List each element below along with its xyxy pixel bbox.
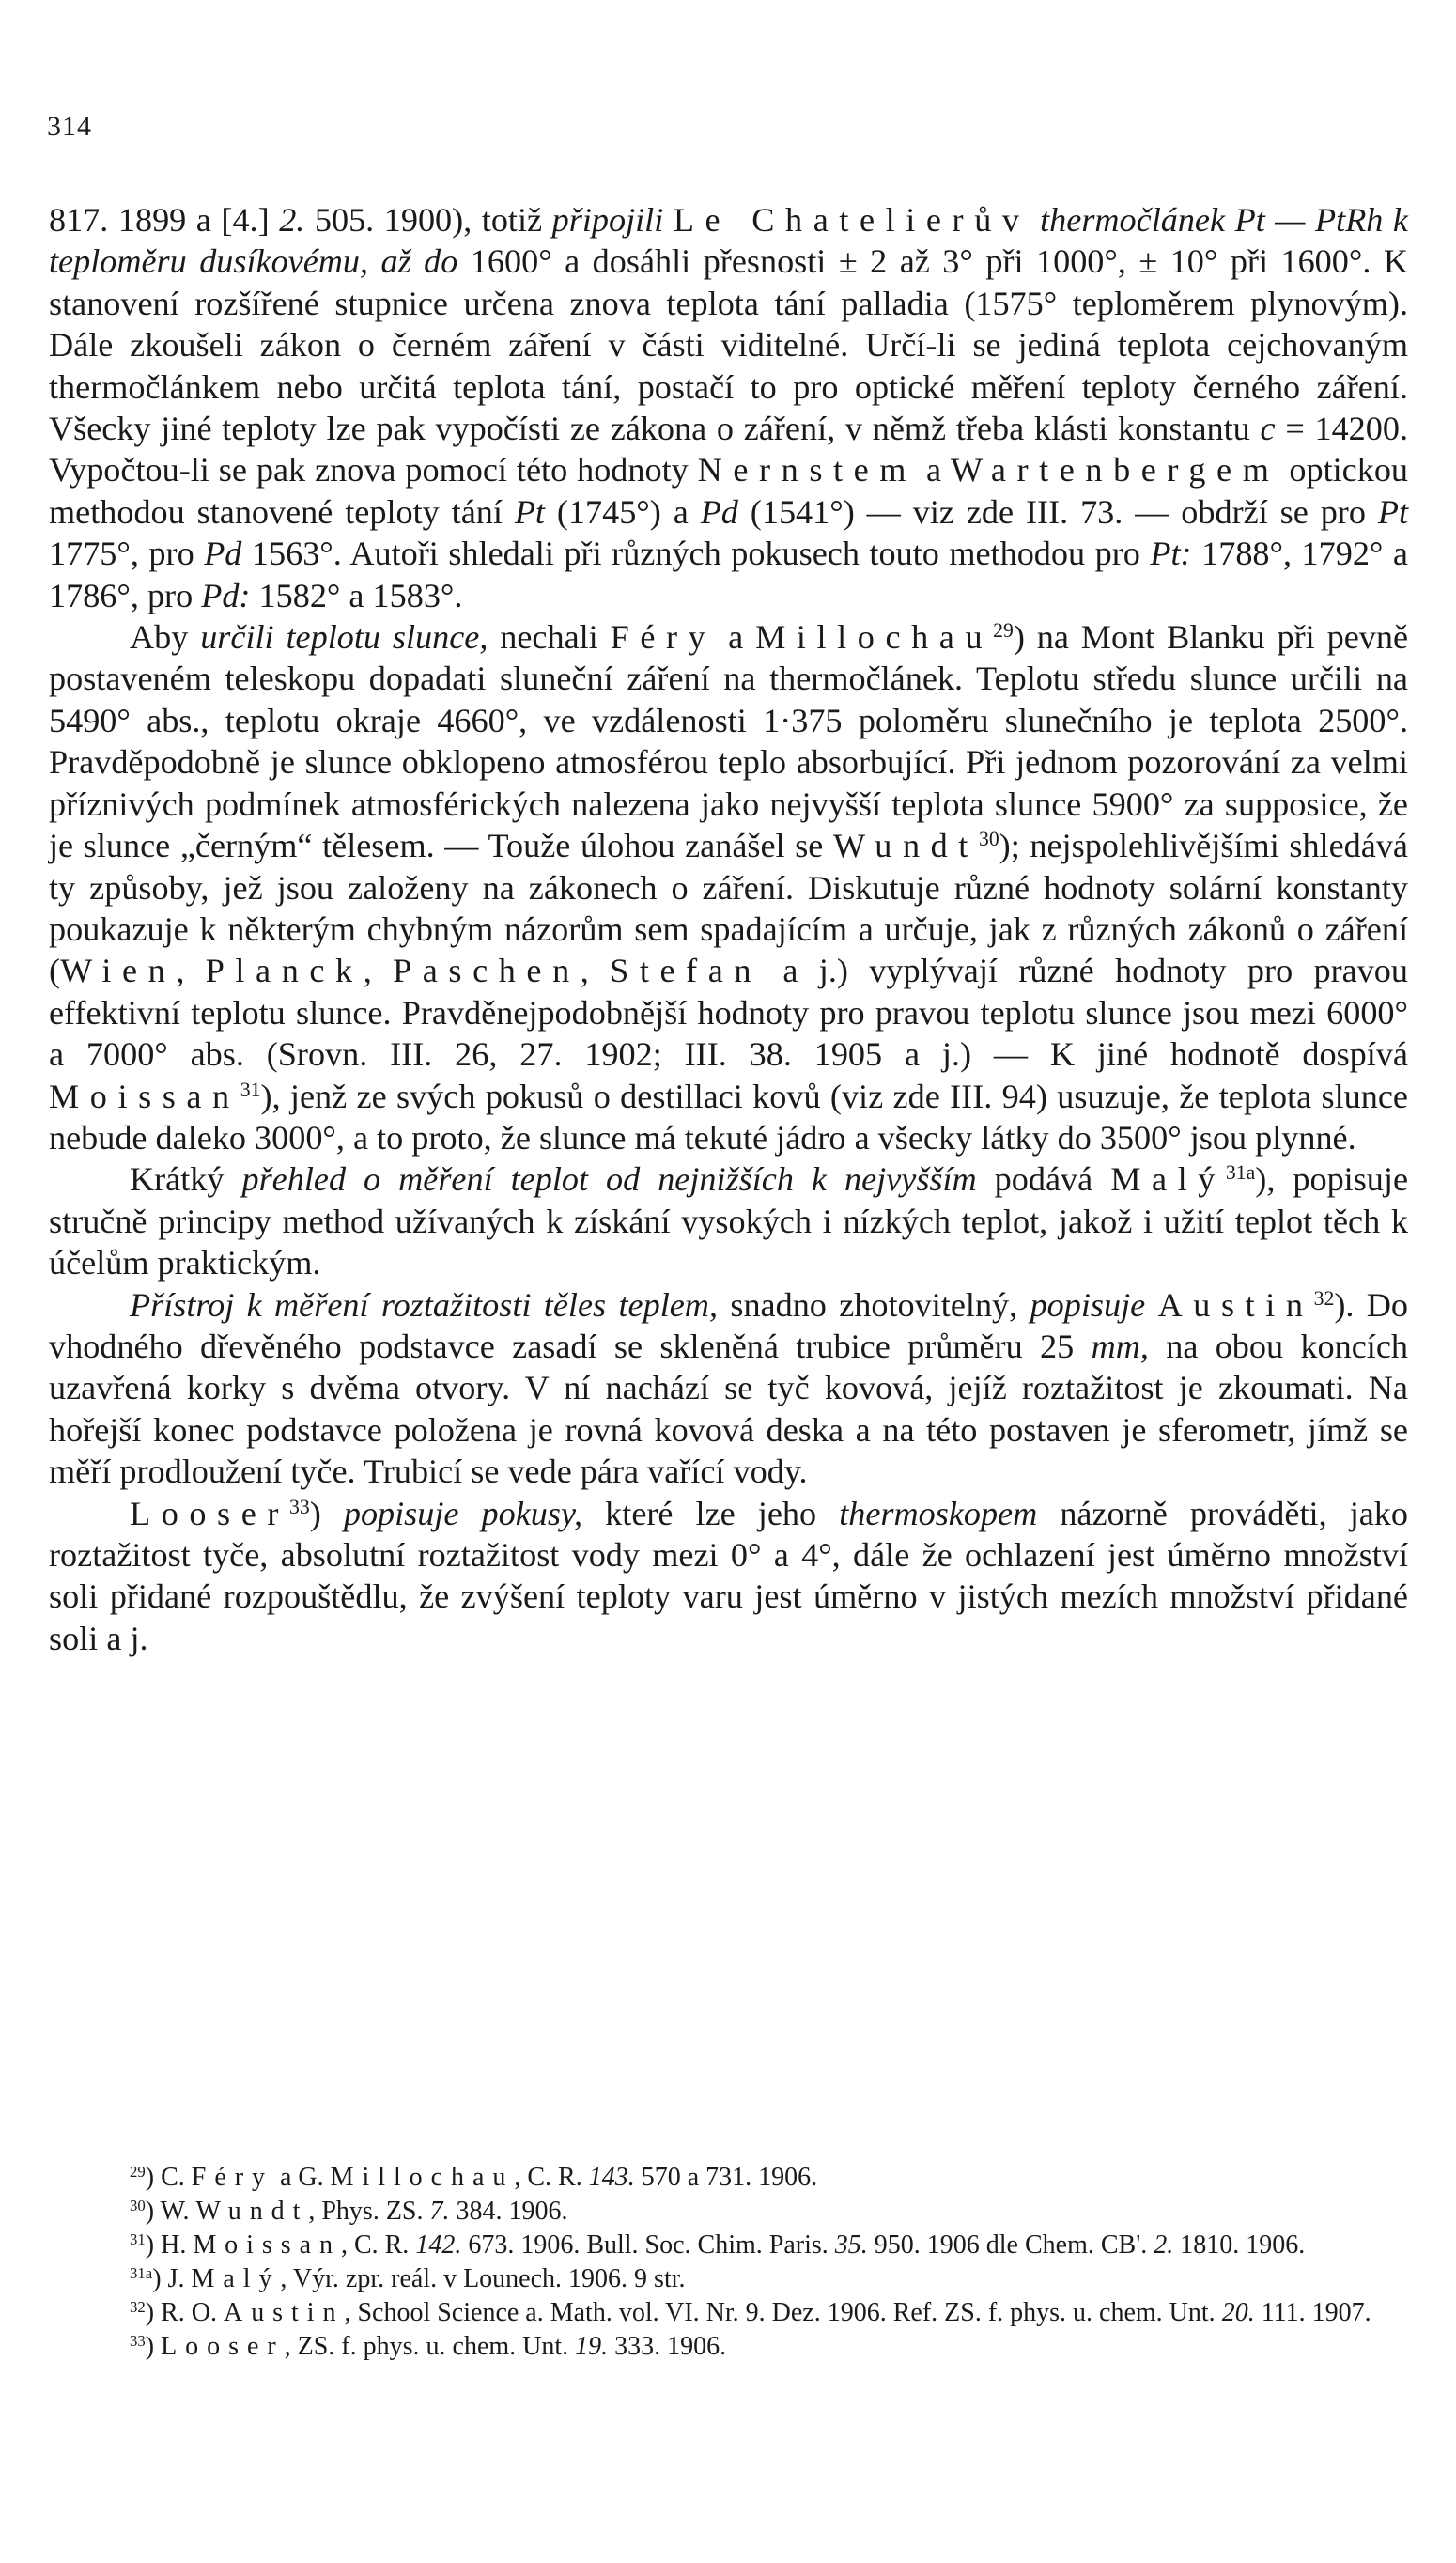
- italic-text: připojili: [551, 201, 664, 239]
- spaced-name: Austin: [224, 2298, 345, 2327]
- text-run: ) W.: [145, 2197, 196, 2226]
- text-run: 570 a 731. 1906.: [634, 2163, 818, 2192]
- text-run: (1541°) — viz zde III. 73. — obdrží se pro: [737, 492, 1378, 531]
- text-run: ) C.: [145, 2163, 192, 2192]
- text-run: ): [309, 1494, 344, 1532]
- paragraph: [49, 199, 1408, 616]
- italic-text: Přístroj k měření roztažitosti těles teplem,: [130, 1285, 718, 1324]
- text-run: , C. R.: [340, 2230, 416, 2260]
- text-run: optickou methodou stanovené teploty tání: [49, 451, 1409, 531]
- italic-text: Pt: [514, 492, 545, 531]
- text-run: 333. 1906.: [608, 2332, 727, 2361]
- italic-text: Pd: [204, 535, 242, 573]
- spaced-name: Wundt: [832, 827, 979, 865]
- spaced-name: Austin: [1157, 1285, 1314, 1324]
- spaced-name: Le Chatelierův: [673, 201, 1030, 239]
- text-run: názorně prováděti, jako roztažitost tyče, absolutní roztažitost vody mezi 0° a 4°, dále že ochlazení jest úměrno množství soli přidané rozpouštědlu, že zvýšení teploty varu jest úměrno v jistých mezích množství přidané soli a j.: [49, 1494, 1408, 1657]
- text-run: ). Do vhodného dřevěného podstavce zasadí se skleněná trubice průměru 25: [49, 1285, 1409, 1365]
- page-number: 314: [47, 111, 92, 142]
- text-run: , School Science a. Math. vol. VI. Nr. 9. Dez. 1906. Ref. ZS. f. phys. u. chem. Unt.: [344, 2298, 1222, 2327]
- text-run: , ZS. f. phys. u. chem. Unt.: [284, 2332, 576, 2361]
- spaced-name: Wartenbergem: [950, 451, 1280, 489]
- text-run: 1788°, 1792° a 1786°, pro: [49, 535, 1408, 614]
- text-run: [1145, 1286, 1157, 1324]
- text-run: [663, 201, 674, 239]
- italic-text: 143.: [588, 2163, 635, 2192]
- spaced-name: Stefan: [610, 952, 763, 990]
- text-run: nechali: [488, 618, 611, 657]
- text-run: Krátký: [130, 1160, 242, 1199]
- text-run: , C. R.: [514, 2163, 589, 2192]
- text-run: 950. 1906 dle Chem. CB'.: [867, 2230, 1154, 2260]
- footnote-ref: 31: [130, 2229, 146, 2248]
- text-run: 673. 1906. Bull. Soc. Chim. Paris.: [461, 2230, 835, 2260]
- footnote: [49, 2195, 1408, 2229]
- spaced-name: Malý: [1110, 1160, 1226, 1199]
- text-run: ): [145, 2332, 162, 2361]
- spaced-name: Looser: [130, 1494, 289, 1532]
- text-run: [1030, 201, 1041, 239]
- text-run: 1775°, pro: [49, 535, 205, 573]
- text-run: Aby: [130, 618, 201, 657]
- spaced-name: Malý: [191, 2264, 281, 2293]
- italic-text: mm,: [1091, 1327, 1149, 1365]
- text-run: , Výr. zpr. reál. v Lounech. 1906. 9 str.: [280, 2264, 686, 2293]
- footnote-ref: 29: [993, 619, 1014, 643]
- italic-text: popisuje pokusy,: [343, 1494, 583, 1532]
- footnote: [49, 2296, 1408, 2330]
- italic-text: 2.: [1154, 2230, 1174, 2260]
- footnote: [49, 2161, 1408, 2195]
- italic-text: thermoskopem: [839, 1494, 1038, 1532]
- text-run: a G.: [272, 2163, 331, 2192]
- footnote-ref: 33: [130, 2331, 146, 2350]
- italic-text: 20.: [1221, 2298, 1255, 2327]
- text-run: ) na Mont Blanku při pevně postaveném teleskopu dopadati sluneční záření na thermočlánek. Teplotu středu slunce určili na 5490° abs., teplotu okraje 4660°, ve vzdálenosti 1·375 poloměru slunečního je teplota 2500°. Pravděpodobně je slunce obklopeno atmosférou teplo absorbující. Při jednom pozorování za velmi příznivých podmínek atmosférických nalezena jako nejvyšší teplota slunce 5900° za supposice, že je slunce „černým“ tělesem. — Touže úlohou zanášel se: [49, 618, 1409, 865]
- italic-text: Pt:: [1150, 535, 1192, 573]
- spaced-name: Paschen: [393, 952, 581, 990]
- text-run: 1600° a dosáhli přesnosti ± 2 až 3° při 1000°, ± 10° při 1600°. K stanovení rozšířené stupnice určena znova teplota tání palladia (1575° teploměrem plynovým). Dále zkoušeli zákon o černém záření v části viditelné. Určí-li se jediná teplota cejchovaným thermočlánkem nebo určitá teplota tání, postačí to pro optické měření teploty černého záření. Všecky jiné teploty lze pak vypočísti ze zákona o záření, v němž třeba klásti konstantu: [49, 242, 1408, 448]
- text-run: 1582° a 1583°.: [250, 576, 463, 614]
- body-text: [49, 199, 1408, 1659]
- spaced-name: Moissan: [49, 1077, 240, 1115]
- text-run: které lze jeho: [582, 1494, 840, 1532]
- text-run: 384. 1906.: [449, 2197, 568, 2226]
- italic-text: c: [1260, 410, 1276, 448]
- footnote-ref: 33: [289, 1495, 310, 1518]
- text-run: a: [716, 618, 756, 657]
- spaced-name: Féry: [610, 618, 717, 657]
- spaced-name: Millochau: [755, 618, 994, 657]
- text-run: 1810. 1906.: [1173, 2230, 1306, 2260]
- text-run: ) R. O.: [145, 2298, 225, 2327]
- text-run: a: [917, 451, 951, 489]
- footnote-ref: 31: [240, 1078, 261, 1101]
- italic-text: Pd: [700, 492, 738, 531]
- italic-text: přehled o měření teplot od nejnižších k nejvyšším: [241, 1160, 977, 1199]
- italic-text: určili teplotu slunce,: [200, 618, 488, 657]
- italic-text: popisuje: [1030, 1285, 1146, 1324]
- italic-text: 2.: [279, 201, 305, 239]
- italic-text: 19.: [575, 2332, 609, 2361]
- footnotes: [49, 2161, 1408, 2364]
- text-run: a j.) vyplývají různé hodnoty pro pravou effektivní teplotu slunce. Pravděnejpodobnější hodnoty pro pravou teplotu slunce jsou mezi 6000° a 7000° abs. (Srovn. III. 26, 27. 1902; III. 38. 1905 a j.) — K jiné hodnotě dospívá: [49, 952, 1408, 1074]
- spaced-name: Nernstem: [697, 451, 918, 489]
- text-run: ,: [363, 952, 394, 990]
- spaced-name: Wundt: [195, 2197, 309, 2226]
- paragraph: [49, 1493, 1408, 1660]
- text-run: ,: [580, 952, 611, 990]
- italic-text: 35.: [834, 2230, 868, 2260]
- italic-text: Pd:: [201, 576, 251, 614]
- paragraph: [49, 1158, 1408, 1283]
- text-run: (1745°) a: [544, 492, 701, 531]
- text-run: , Phys. ZS.: [308, 2197, 430, 2226]
- italic-text: thermočlánek Pt — PtRh k teploměru dusíkovému, až do: [49, 201, 1408, 281]
- footnote-ref: 32: [1313, 1286, 1335, 1310]
- footnote-ref: 29: [130, 2162, 146, 2181]
- text-run: ), jenž ze svých pokusů o destillaci kovů (viz zde III. 94) usuzuje, že teplota slunce nebude daleko 3000°, a to proto, že slunce má tekuté jádro a všecky látky do 3500° jsou plynné.: [49, 1077, 1408, 1157]
- footnote: [49, 2330, 1408, 2364]
- text-run: ) H.: [145, 2230, 194, 2260]
- footnote-ref: 31a: [130, 2263, 153, 2282]
- paragraph: [49, 616, 1408, 1158]
- text-run: 817. 1899 a [4.]: [49, 201, 280, 239]
- italic-text: Pt: [1377, 492, 1409, 531]
- text-run: podává: [976, 1160, 1111, 1199]
- text-run: ); nejspolehlivějšími shledává ty způsoby, jež jsou založeny na zákonech o záření. Diskutuje různé hodnoty solární konstanty poukazuje k některým chybným názorům sem spadajícím a určuje, jak z různých zákonů o záření (: [49, 827, 1408, 990]
- footnote-ref: 31a: [1225, 1161, 1256, 1185]
- italic-text: 142.: [415, 2230, 462, 2260]
- text-run: 505. 1900), totiž: [304, 201, 552, 239]
- text-run: 111. 1907.: [1254, 2298, 1371, 2327]
- text-run: 1563°. Autoři shledali při různých pokusech touto methodou pro: [241, 535, 1151, 573]
- text-run: na obou koncích uzavřená korky s dvěma otvory. V ní nachází se tyč kovová, jejíž roztažitost je zkoumati. Na hořejší konec podstavce položena je rovná kovová deska a na této postaven je sferometr, jímž se měří prodloužení tyče. Trubicí se vede pára vařící vody.: [49, 1327, 1408, 1491]
- footnote: [49, 2262, 1408, 2296]
- spaced-name: Moissan: [193, 2230, 341, 2260]
- text-run: = 14200. Vypočtou-li se pak znova pomocí této hodnoty: [49, 410, 1408, 489]
- spaced-name: Looser: [161, 2332, 285, 2361]
- text-run: ), popisuje stručně principy method užívaných k získání vysokých i nízkých teplot, jakož i užití teplot těch k účelům praktickým.: [49, 1160, 1409, 1282]
- italic-text: 7.: [429, 2197, 450, 2226]
- spaced-name: Féry: [191, 2163, 273, 2192]
- paragraph: [49, 1284, 1408, 1493]
- footnote: [49, 2229, 1408, 2262]
- footnote-ref: 30: [978, 828, 999, 851]
- footnote-ref: 30: [130, 2196, 146, 2214]
- spaced-name: Planck: [205, 952, 364, 990]
- text-run: ,: [176, 952, 206, 990]
- spaced-name: Millochau: [330, 2163, 515, 2192]
- text-run: ) J.: [152, 2264, 192, 2293]
- spaced-name: Wien: [60, 952, 177, 990]
- text-run: snadno zhotovitelný,: [718, 1285, 1030, 1324]
- footnote-ref: 32: [130, 2297, 146, 2316]
